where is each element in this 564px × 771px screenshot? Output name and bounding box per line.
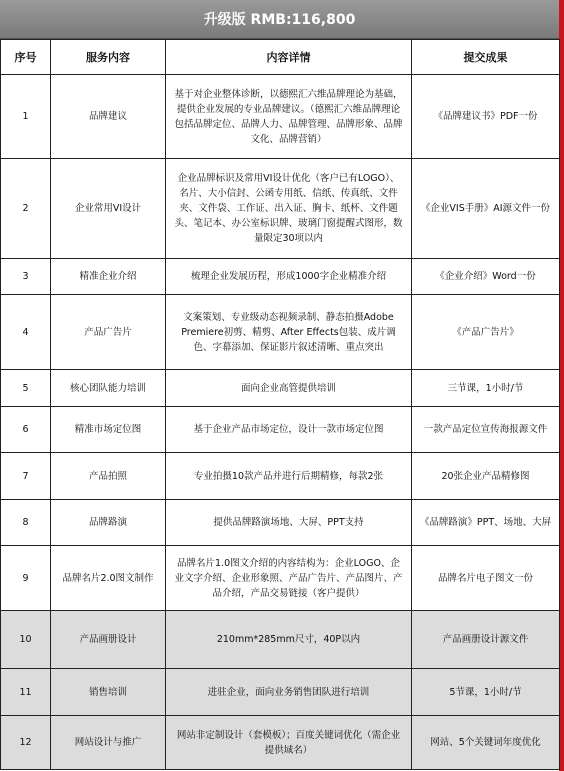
row-detail: 提供品牌路演场地、大屏、PPT支持 — [166, 500, 412, 546]
row-no: 1 — [1, 75, 51, 159]
table-header-row — [1, 40, 560, 75]
table-row — [1, 407, 560, 453]
row-detail: 品牌名片1.0图文介绍的内容结构为：企业LOGO、企业文字介绍、企业形象照、产品广告片、产品图片、产品介绍，产品交易链接（客户提供） — [166, 546, 412, 611]
row-result: 品牌名片电子图文一份 — [412, 546, 560, 611]
row-service: 产品广告片 — [51, 295, 166, 370]
row-detail: 文案策划、专业级动态视频录制、静态拍摄Adobe Premiere初剪、精剪、After Effects包装、成片调色、字幕添加、保证影片叙述清晰、重点突出 — [166, 295, 412, 370]
row-no: 2 — [1, 159, 51, 259]
table-row — [1, 453, 560, 500]
row-service: 销售培训 — [51, 669, 166, 716]
row-service: 产品画册设计 — [51, 611, 166, 669]
header-result: 提交成果 — [412, 40, 560, 75]
row-service: 网站设计与推广 — [51, 716, 166, 770]
row-result: 《产品广告片》 — [412, 295, 560, 370]
row-service: 精准企业介绍 — [51, 259, 166, 295]
header-no: 序号 — [1, 40, 51, 75]
table-row — [1, 716, 560, 770]
row-detail: 网站非定制设计（套模板）；百度关键词优化（需企业提供域名） — [166, 716, 412, 770]
row-service: 核心团队能力培训 — [51, 370, 166, 407]
row-service: 产品拍照 — [51, 453, 166, 500]
table-row — [1, 259, 560, 295]
table-row — [1, 611, 560, 669]
table-row — [1, 669, 560, 716]
row-detail: 面向企业高管提供培训 — [166, 370, 412, 407]
header-service: 服务内容 — [51, 40, 166, 75]
row-no: 11 — [1, 669, 51, 716]
row-no: 5 — [1, 370, 51, 407]
header-detail: 内容详情 — [166, 40, 412, 75]
row-result: 《企业VIS手册》AI源文件一份 — [412, 159, 560, 259]
row-result: 产品画册设计源文件 — [412, 611, 560, 669]
row-detail: 基于企业产品市场定位，设计一款市场定位图 — [166, 407, 412, 453]
row-no: 9 — [1, 546, 51, 611]
table-row — [1, 75, 560, 159]
row-result: 5节课，1小时/节 — [412, 669, 560, 716]
row-no: 10 — [1, 611, 51, 669]
row-no: 12 — [1, 716, 51, 770]
table-row — [1, 370, 560, 407]
row-result: 《企业介绍》Word一份 — [412, 259, 560, 295]
row-service: 精准市场定位图 — [51, 407, 166, 453]
package-title: 升级版 RMB:116,800 — [0, 0, 559, 39]
row-detail: 进驻企业，面向业务销售团队进行培训 — [166, 669, 412, 716]
row-result: 《品牌建议书》PDF一份 — [412, 75, 560, 159]
row-service: 品牌名片2.0图文制作 — [51, 546, 166, 611]
table-row — [1, 546, 560, 611]
row-service: 品牌建议 — [51, 75, 166, 159]
table-row — [1, 500, 560, 546]
row-result: 一款产品定位宣传海报源文件 — [412, 407, 560, 453]
service-table — [0, 39, 560, 770]
row-result: 《品牌路演》PPT、场地、大屏 — [412, 500, 560, 546]
row-service: 企业常用VI设计 — [51, 159, 166, 259]
row-no: 6 — [1, 407, 51, 453]
row-result: 三节课，1小时/节 — [412, 370, 560, 407]
row-no: 7 — [1, 453, 51, 500]
row-no: 8 — [1, 500, 51, 546]
row-no: 3 — [1, 259, 51, 295]
row-detail: 专业拍摄10款产品并进行后期精修，每款2张 — [166, 453, 412, 500]
row-service: 品牌路演 — [51, 500, 166, 546]
row-detail: 基于对企业整体诊断，以德熙汇六维品牌理论为基础，提供企业发展的专业品牌建议。（德熙汇六维品牌理论包括品牌定位、品牌人力、品牌管理、品牌形象、品牌文化、品牌营销） — [166, 75, 412, 159]
table-row — [1, 295, 560, 370]
row-detail: 210mm*285mm尺寸，40P以内 — [166, 611, 412, 669]
row-no: 4 — [1, 295, 51, 370]
row-detail: 企业品牌标识及常用VI设计优化（客户已有LOGO）、名片、大小信封、公函专用纸、信纸、传真纸、文件夹、文件袋、工作证、出入证、胸卡、纸杯、文件题头、笔记本、办公室标识牌、玻璃门窗提醒式图形，数量限定30项以内 — [166, 159, 412, 259]
row-detail: 梳理企业发展历程，形成1000字企业精准介绍 — [166, 259, 412, 295]
row-result: 20张企业产品精修图 — [412, 453, 560, 500]
table-row — [1, 159, 560, 259]
row-result: 网站、5个关键词年度优化 — [412, 716, 560, 770]
